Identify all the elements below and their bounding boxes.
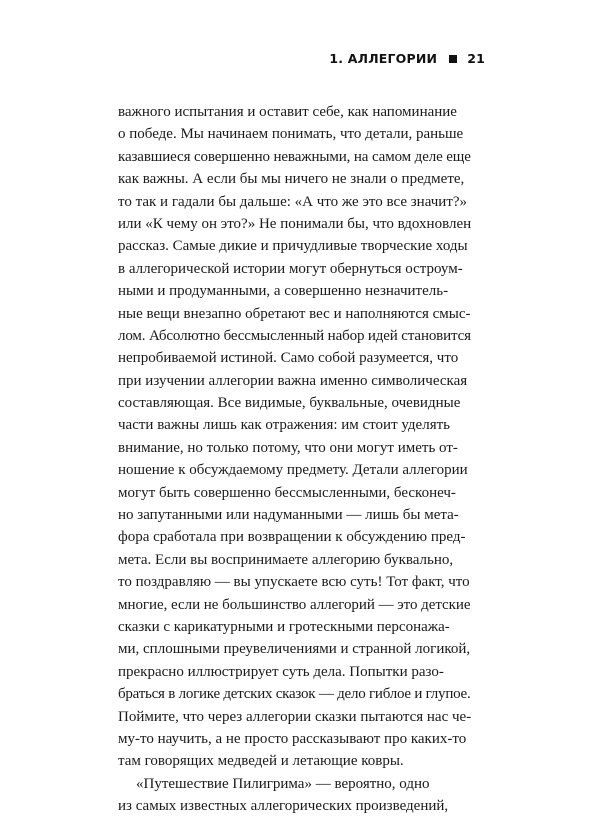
text-line: составляющая. Все видимые, буквальные, очевидные — [118, 395, 461, 412]
text-line: то поздравляю — вы упускаете всю суть! Тот факт, что — [118, 574, 470, 591]
text-line: сказки с карикатурными и гротескными персонажа- — [118, 618, 450, 635]
text-line: му-то научить, а не просто рассказывают про каких-то — [118, 730, 467, 747]
text-line: ношение к обсуждаемому предмету. Детали аллегории — [118, 462, 468, 479]
text-line: как важны. А если бы мы ничего не знали о предмете, — [118, 171, 465, 188]
body-text — [118, 101, 471, 818]
text-line: при изучении аллегории важна именно символическая — [118, 372, 468, 389]
paragraph-first-line: «Путешествие Пилигрима» — вероятно, одно — [136, 775, 430, 792]
text-line: то так и гадали бы дальше: «А что же это все значит?» — [118, 193, 468, 210]
text-line: фора сработала при возвращении к обсуждению пред- — [118, 529, 466, 546]
text-line: браться в логике детских сказок — дело гиблое и глупое. — [118, 686, 471, 703]
text-line: ми, сплошными преувеличениями и странной логикой, — [118, 641, 471, 658]
text-line: рассказ. Самые дикие и причудливые творческие ходы — [118, 238, 468, 255]
text-line: части важны лишь как отражения: им стоит уделять — [118, 417, 450, 434]
text-line: непробиваемой истиной. Само собой разумеется, что — [118, 350, 459, 367]
text-line: о победе. Мы начинаем понимать, что детали, раньше — [118, 126, 464, 143]
square-bullet-icon — [449, 55, 457, 63]
text-line: прекрасно иллюстрирует суть дела. Попытки разо- — [118, 663, 444, 680]
text-line: важного испытания и оставит себе, как напоминание — [118, 104, 457, 120]
text-line: ные вещи внезапно обретают вес и наполняются смыс- — [118, 305, 471, 322]
text-line: ными и продуманными, а совершенно незначитель- — [118, 283, 449, 300]
text-line: или «К чему он это?» Не понимали бы, что вдохновлен — [118, 215, 472, 232]
text-line: мета. Если вы воспринимаете аллегорию буквально, — [118, 551, 454, 568]
text-line: многие, если не большинство аллегорий — это детские — [118, 596, 471, 613]
text-line: в аллегорической истории могут обернуться остроум- — [118, 260, 463, 277]
text-line: но запутанными или надуманными — лишь бы мета- — [118, 507, 459, 524]
text-line: внимание, но только потому, что они могут иметь от- — [118, 439, 458, 456]
text-line: там говорящих медведей и летающие ковры. — [118, 753, 404, 770]
text-line: из самых известных аллегорических произведений, — [118, 798, 449, 815]
page-number: 21 — [467, 51, 485, 66]
chapter-title: 1. АЛЛЕГОРИИ — [329, 51, 438, 66]
text-line: казавшиеся совершенно неважными, на самом деле еще — [118, 148, 471, 165]
text-line: Поймите, что через аллегории сказки пытаются нас че- — [118, 708, 472, 725]
running-head — [329, 51, 485, 66]
text-line: лом. Абсолютно бессмысленный набор идей становится — [118, 327, 471, 344]
text-line: могут быть совершенно бессмысленными, бесконеч- — [118, 484, 456, 501]
